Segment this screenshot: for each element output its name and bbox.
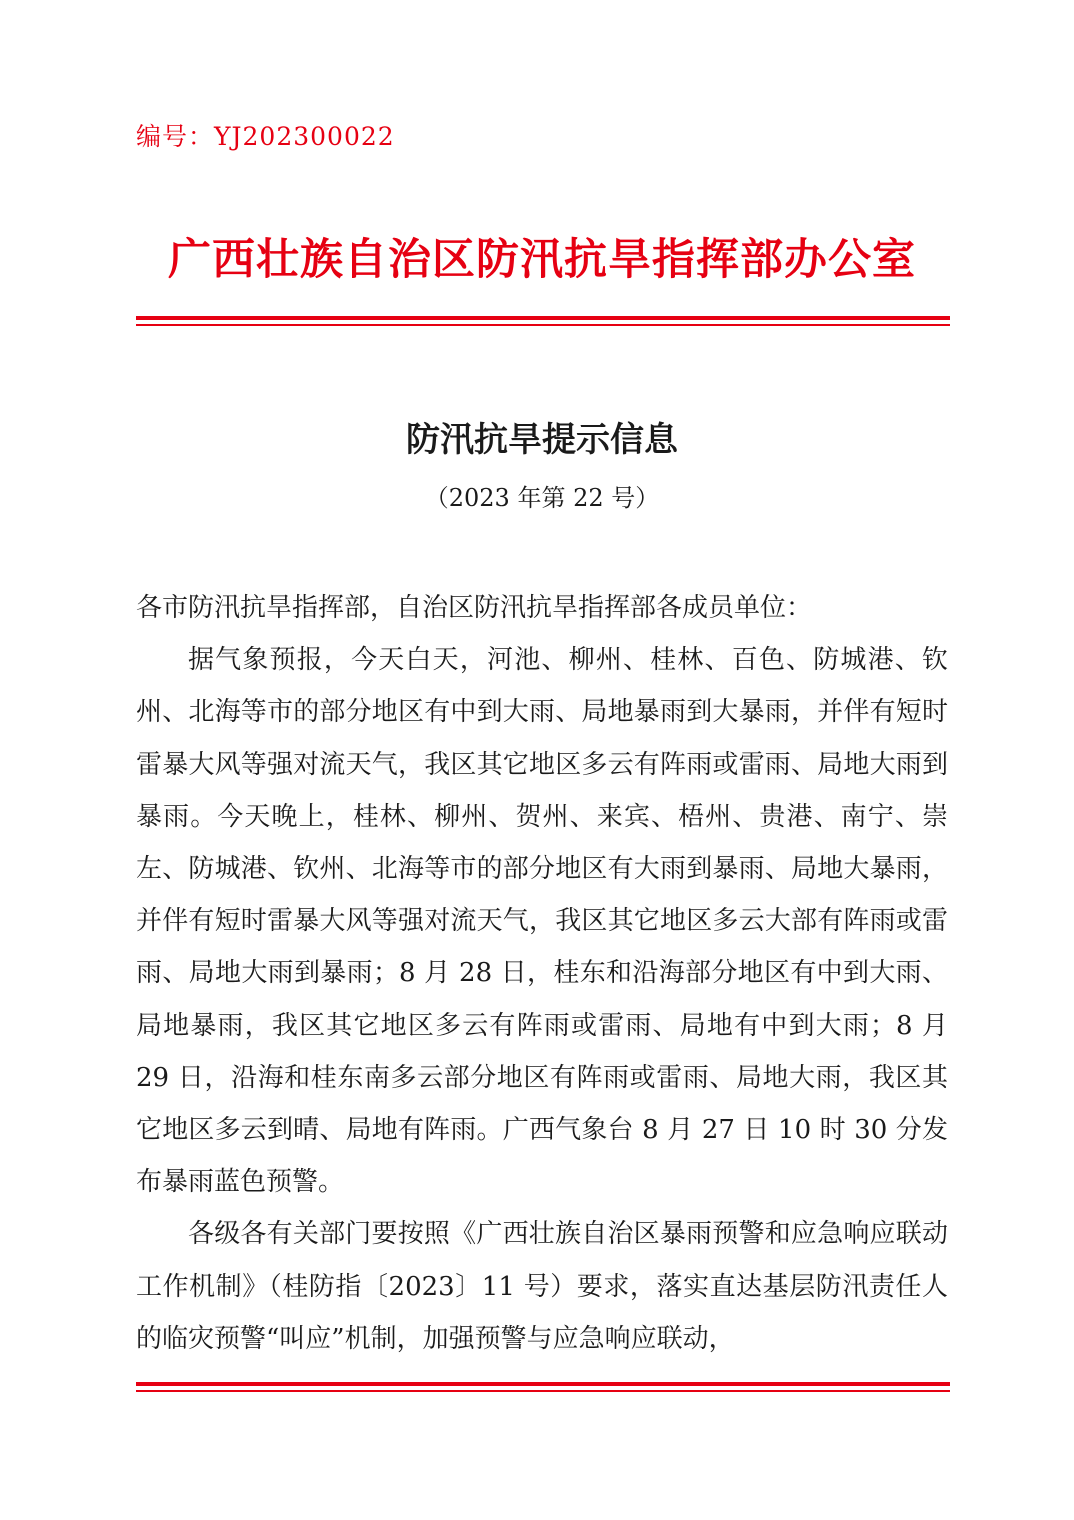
document-issue-number: （2023 年第 22 号）	[424, 484, 660, 512]
paragraph-weather-forecast: 据气象预报，今天白天，河池、柳州、桂林、百色、防城港、钦州、北海等市的部分地区有中到大雨、局地暴雨到大暴雨，并伴有短时雷暴大风等强对流天气，我区其它地区多云有阵雨或雷雨、局地大雨到暴雨。今天晚上，桂林、柳州、贺州、来宾、梧州、贵港、南宁、崇左、防城港、钦州、北海等市的部分地区有大雨到暴雨、局地大暴雨，并伴有短时雷暴大风等强对流天气，我区其它地区多云大部有阵雨或雷雨、局地大雨到暴雨；8 月 28 日，桂东和沿海部分地区有中到大雨、局地暴雨，我区其它地区多云有阵雨或雷雨、局地有中到大雨；8 月 29 日，沿海和桂东南多云部分地区有阵雨或雷雨、局地大雨，我区其它地区多云到晴、局地有阵雨。广西气象台 8 月 27 日 10 时 30 分发布暴雨蓝色预警。	[136, 645, 948, 1198]
header-divider-thick	[136, 316, 950, 320]
footer-divider-thin	[136, 1390, 950, 1392]
issuing-organization-title: 广西壮族自治区防汛抗旱指挥部办公室	[168, 235, 916, 285]
document-number: 编号：YJ202300022	[136, 122, 395, 151]
paragraph-response-requirements: 各级各有关部门要按照《广西壮族自治区暴雨预警和应急响应联动工作机制》（桂防指〔2023〕11 号）要求，落实直达基层防汛责任人的临灾预警“叫应”机制，加强预警与应急响应联动，	[136, 1219, 948, 1354]
salutation: 各市防汛抗旱指挥部，自治区防汛抗旱指挥部各成员单位：	[136, 593, 813, 623]
document-body	[136, 582, 948, 1365]
footer-divider-thick	[136, 1382, 950, 1386]
header-divider-thin	[136, 324, 950, 326]
document-title: 防汛抗旱提示信息	[406, 420, 678, 460]
